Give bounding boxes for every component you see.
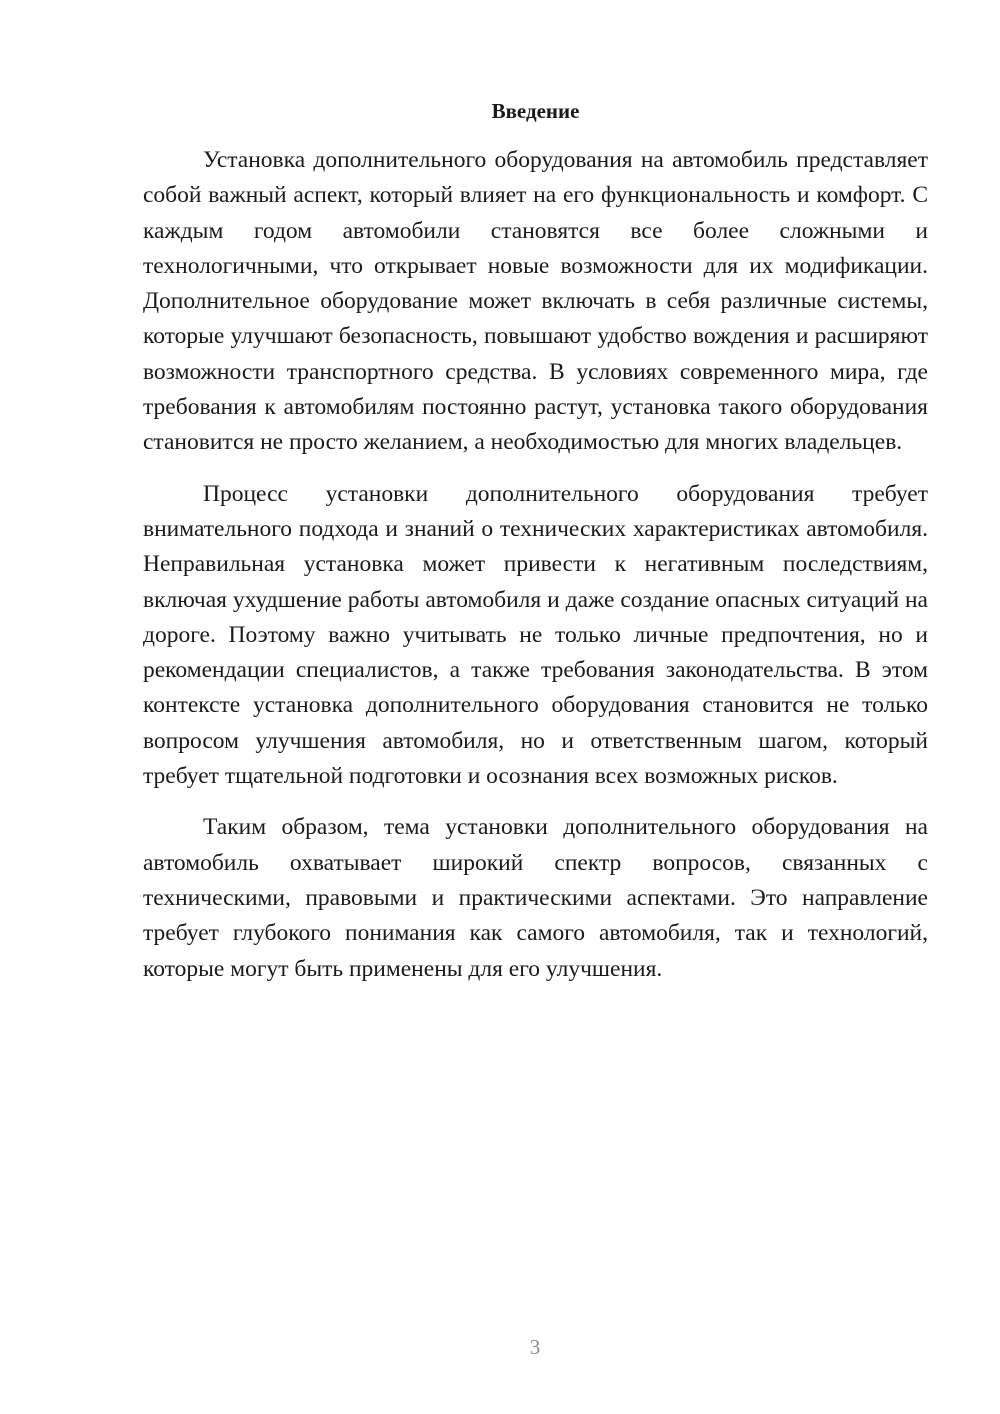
paragraph-2: Процесс установки дополнительного оборудования требует внимательного подхода и знаний о технических характеристиках автомобиля. Неправильная установка может привести к негативным последствиям, включая ухудшение работы автомобиля и даже создание опасных ситуаций на дороге. Поэтому важно учитывать не только личные предпочтения, но и рекомендации специалистов, а также требования законодательства. В этом контексте установка дополнительного оборудования становится не только вопросом улучшения автомобиля, но и ответственным шагом, который требует тщательной подготовки и осознания всех возможных рисков. bbox=[143, 480, 928, 790]
paragraph-3: Таким образом, тема установки дополнительного оборудования на автомобиль охватывает широкий спектр вопросов, связанных с техническими, правовыми и практическими аспектами. Это направление требует глубокого понимания как самого автомобиля, так и технологий, которые могут быть применены для его улучшения. bbox=[143, 814, 928, 982]
page-number: 3 bbox=[529, 1335, 541, 1359]
body-text bbox=[143, 143, 928, 1003]
paragraph-1: Установка дополнительного оборудования на автомобиль представляет собой важный аспект, который влияет на его функциональность и комфорт. С каждым годом автомобили становятся все более сложными и технологичными, что открывает новые возможности для их модификации. Дополнительное оборудование может включать в себя различные системы, которые улучшают безопасность, повышают удобство вождения и расширяют возможности транспортного средства. В условиях современного мира, где требования к автомобилям постоянно растут, установка такого оборудования становится не просто желанием, а необходимостью для многих владельцев. bbox=[143, 147, 928, 456]
section-title: Введение bbox=[491, 99, 580, 123]
